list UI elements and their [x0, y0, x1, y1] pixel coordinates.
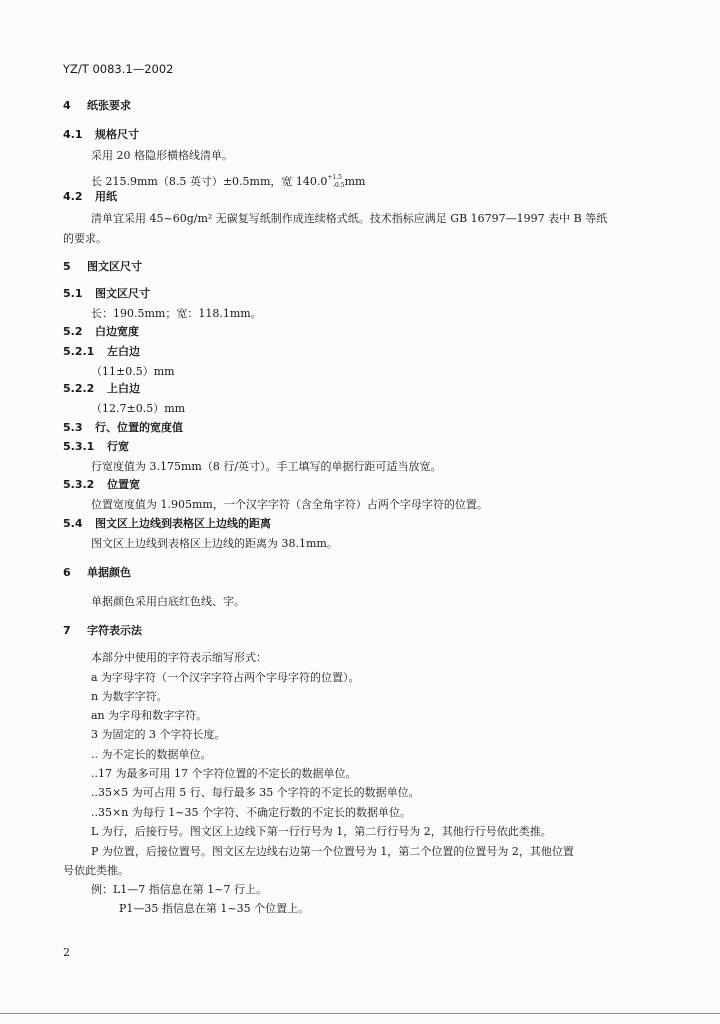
- section-number: 5.3.2: [63, 478, 95, 491]
- paragraph: 行宽度值为 3.175mm（8 行/英寸）。手工填写的单据行距可适当放宽。: [91, 460, 442, 473]
- section-number: 4: [63, 99, 71, 112]
- section-title: 上白边: [107, 382, 140, 395]
- list-item: ..35×5 为可占用 5 行、每行最多 35 个字符的不定长的数据单位。: [91, 786, 420, 799]
- dimension-text: 长 215.9mm（8.5 英寸）±0.5mm，宽 140.0: [91, 175, 328, 188]
- section-number: 5.2.1: [63, 345, 95, 358]
- section-title: 左白边: [107, 345, 140, 358]
- section-5-3-1-heading: [63, 440, 129, 454]
- section-5-heading: [63, 260, 142, 274]
- section-5-1-heading: [63, 287, 150, 301]
- section-number: 5.4: [63, 517, 83, 530]
- section-number: 5.3: [63, 421, 83, 434]
- paragraph: 采用 20 格隐形横格线清单。: [91, 149, 233, 162]
- paragraph: （12.7±0.5）mm: [91, 402, 186, 415]
- list-item: 3 为固定的 3 个字符长度。: [91, 728, 226, 741]
- paragraph: （11±0.5）mm: [91, 365, 175, 378]
- section-6-heading: [63, 566, 131, 580]
- list-item: L 为行，后接行号。图文区上边线下第一行行号为 1，第二行行号为 2，其他行行号依此类推。: [91, 825, 552, 838]
- list-item: a 为字母字符（一个汉字字符占两个字母字符的位置）。: [91, 671, 360, 684]
- section-title: 纸张要求: [87, 99, 131, 112]
- section-title: 图文区尺寸: [87, 260, 142, 273]
- section-title: 图文区上边线到表格区上边线的距离: [95, 517, 271, 530]
- section-title: 规格尺寸: [95, 128, 139, 141]
- paragraph: 位置宽度值为 1.905mm，一个汉字字符（含全角字符）占两个字母字符的位置。: [91, 498, 488, 511]
- section-title: 位置宽: [107, 478, 140, 491]
- paragraph-continued: 的要求。: [63, 232, 107, 245]
- paragraph: 单据颜色采用白底红色线、字。: [91, 595, 245, 608]
- example-line: P1—35 指信息在第 1~35 个位置上。: [119, 902, 310, 915]
- section-number: 6: [63, 566, 71, 579]
- section-number: 5.1: [63, 287, 83, 300]
- bottom-edge-line: [0, 1013, 720, 1014]
- section-5-4-heading: [63, 517, 271, 531]
- section-5-3-2-heading: [63, 478, 140, 492]
- document-header: YZ/T 0083.1—2002: [63, 62, 174, 76]
- list-item: P 为位置，后接位置号。图文区左边线右边第一个位置号为 1，第二个位置的位置号为 2，其他位置: [91, 845, 574, 858]
- dimension-unit: mm: [344, 175, 366, 188]
- section-title: 行、位置的宽度值: [95, 421, 183, 434]
- paragraph: 清单宜采用 45~60g/m² 无碳复写纸制作成连续格式纸。技术指标应满足 GB 16797—1997 表中 B 等纸: [91, 212, 608, 225]
- list-item: .. 为不定长的数据单位。: [91, 748, 212, 761]
- list-item: ..17 为最多可用 17 个字符位置的不定长的数据单位。: [91, 767, 357, 780]
- paragraph: 长：190.5mm；宽：118.1mm。: [91, 307, 262, 320]
- list-item: ..35×n 为每行 1~35 个字符、不确定行数的不定长的数据单位。: [91, 806, 411, 819]
- paragraph-dimensions: [91, 171, 365, 193]
- section-4-1-heading: [63, 128, 139, 142]
- section-title: 白边宽度: [95, 325, 139, 338]
- section-number: 5.2.2: [63, 382, 95, 395]
- section-5-2-2-heading: [63, 382, 140, 396]
- example-line: 例：L1—7 指信息在第 1~7 行上。: [91, 883, 268, 896]
- paragraph: 图文区上边线到表格区上边线的距离为 38.1mm。: [91, 537, 338, 550]
- section-title: 行宽: [107, 440, 129, 453]
- section-number: 5.2: [63, 325, 83, 338]
- section-5-2-heading: [63, 325, 139, 339]
- section-title: 字符表示法: [87, 624, 142, 637]
- section-title: 用纸: [95, 190, 117, 203]
- section-number: 5: [63, 260, 71, 273]
- section-number: 4.2: [63, 190, 83, 203]
- list-item: 本部分中使用的字符表示缩写形式：: [91, 651, 267, 664]
- section-number: 7: [63, 624, 71, 637]
- section-number: 5.3.1: [63, 440, 95, 453]
- section-5-3-heading: [63, 421, 183, 435]
- tolerance-upper: +1.5: [327, 174, 342, 181]
- section-4-heading: [63, 99, 131, 113]
- page-number: 2: [63, 946, 70, 959]
- section-4-2-heading: [63, 190, 117, 204]
- list-item: an 为字母和数字字符。: [91, 709, 208, 722]
- list-item-continued: 号依此类推。: [63, 864, 129, 877]
- section-7-heading: [63, 624, 142, 638]
- section-5-2-1-heading: [63, 345, 140, 359]
- tolerance-lower: -0.5: [332, 182, 345, 189]
- list-item: n 为数字字符。: [91, 690, 168, 703]
- section-title: 单据颜色: [87, 566, 131, 579]
- section-number: 4.1: [63, 128, 83, 141]
- section-title: 图文区尺寸: [95, 287, 150, 300]
